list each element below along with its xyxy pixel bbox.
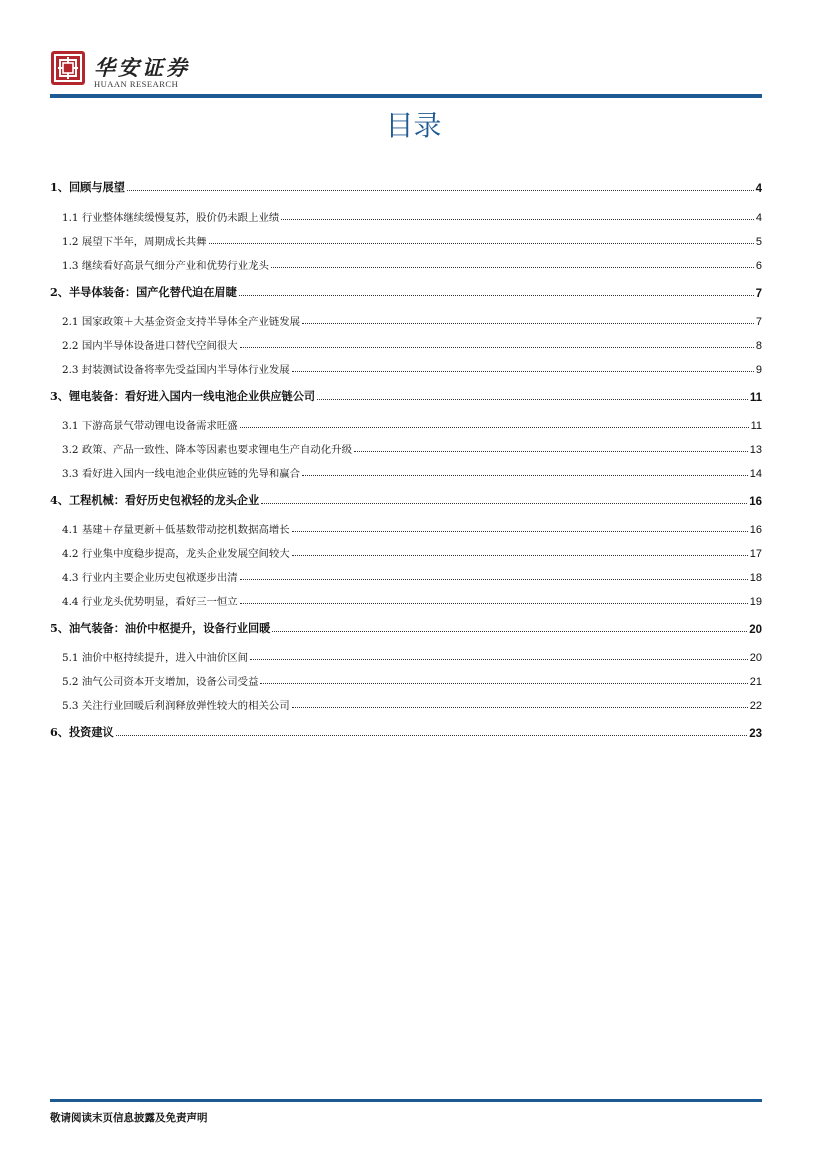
toc-entry-label: 1、回顾与展望: [50, 180, 125, 194]
toc-entry-page-number: 9: [755, 364, 762, 376]
toc-entry-page-number: 11: [750, 420, 762, 432]
brand-name-en: HUAAN RESEARCH: [94, 79, 179, 89]
toc-section-entry[interactable]: [50, 490, 762, 508]
toc-section-entry[interactable]: [50, 618, 762, 636]
toc-entry-page-number: 7: [755, 288, 762, 300]
toc-entry-page-number: 4: [755, 212, 762, 224]
toc-leader-dots: [302, 475, 748, 476]
toc-leader-dots: [260, 683, 747, 684]
toc-entry-label: 2.3 封装测试设备将率先受益国内半导体行业发展: [62, 364, 290, 376]
toc-entry-label: 3.3 看好进入国内一线电池企业供应链的先导和赢合: [62, 468, 301, 480]
toc-entry-page-number: 5: [755, 236, 762, 248]
toc-entry-label: 2.2 国内半导体设备进口替代空间很大: [62, 340, 238, 352]
toc-entry-label: 1.2 展望下半年，周期成长共舞: [62, 236, 207, 248]
toc-subsection-entry[interactable]: [50, 518, 762, 536]
toc-entry-label: 4.3 行业内主要企业历史包袱逐步出清: [62, 572, 238, 584]
toc-entry-label: 1.3 继续看好高景气细分产业和优势行业龙头: [62, 260, 269, 272]
toc-subsection-entry[interactable]: [50, 358, 762, 376]
toc-entry-page-number: 4: [755, 183, 762, 195]
toc-leader-dots: [116, 735, 747, 736]
toc-entry-label: 4.1 基建＋存量更新＋低基数带动挖机数据高增长: [62, 524, 290, 536]
toc-leader-dots: [292, 555, 748, 556]
toc-entry-page-number: 20: [749, 652, 762, 664]
toc-entry-label: 4、工程机械：看好历史包袱轻的龙头企业: [50, 493, 260, 507]
toc-leader-dots: [250, 659, 748, 660]
toc-entry-label: 4.4 行业龙头优势明显，看好三一恒立: [62, 596, 238, 608]
toc-subsection-entry[interactable]: [50, 566, 762, 584]
brand-name-cn: 华安证券: [94, 55, 190, 80]
toc-subsection-entry[interactable]: [50, 670, 762, 688]
toc-leader-dots: [292, 707, 748, 708]
toc-subsection-entry[interactable]: [50, 334, 762, 352]
toc-subsection-entry[interactable]: [50, 462, 762, 480]
toc-entry-page-number: 20: [749, 624, 762, 636]
toc-subsection-entry[interactable]: [50, 206, 762, 224]
toc-subsection-entry[interactable]: [50, 230, 762, 248]
toc-leader-dots: [240, 579, 748, 580]
footer-rule: [50, 1099, 762, 1102]
toc-leader-dots: [261, 503, 747, 504]
toc-entry-page-number: 7: [755, 316, 762, 328]
toc-entry-label: 5.3 关注行业回暖后利润释放弹性较大的相关公司: [62, 700, 290, 712]
toc-entry-label: 5、油气装备：油价中枢提升，设备行业回暖: [50, 621, 271, 635]
toc-entry-label: 2.1 国家政策＋大基金资金支持半导体全产业链发展: [62, 316, 301, 328]
toc-entry-label: 3.2 政策、产品一致性、降本等因素也要求锂电生产自动化升级: [62, 444, 352, 456]
toc-entry-page-number: 11: [749, 392, 762, 404]
toc-leader-dots: [354, 451, 748, 452]
huaan-seal-logo-icon: [50, 50, 86, 86]
toc-entry-label: 2、半导体装备：国产化替代迫在眉睫: [50, 285, 237, 299]
toc-subsection-entry[interactable]: [50, 254, 762, 272]
toc-entry-page-number: 16: [749, 524, 762, 536]
toc-leader-dots: [127, 190, 754, 191]
toc-entry-page-number: 21: [749, 676, 762, 688]
toc-entry-label: 4.2 行业集中度稳步提高，龙头企业发展空间较大: [62, 548, 290, 560]
toc-leader-dots: [317, 399, 748, 400]
toc-entry-label: 3.1 下游高景气带动锂电设备需求旺盛: [62, 420, 238, 432]
page-header: [50, 50, 762, 98]
toc-entry-page-number: 19: [749, 596, 762, 608]
footer-disclaimer: 敬请阅读末页信息披露及免责声明: [50, 1112, 208, 1124]
toc-leader-dots: [281, 219, 754, 220]
toc-subsection-entry[interactable]: [50, 438, 762, 456]
toc-leader-dots: [272, 631, 747, 632]
toc-entry-page-number: 17: [749, 548, 762, 560]
toc-section-entry[interactable]: [50, 282, 762, 300]
toc-entry-page-number: 8: [755, 340, 762, 352]
toc-leader-dots: [240, 347, 754, 348]
toc-leader-dots: [292, 371, 754, 372]
header-rule: [50, 94, 762, 98]
toc-leader-dots: [271, 267, 754, 268]
toc-section-entry[interactable]: [50, 177, 762, 195]
page-title: 目录: [385, 109, 442, 142]
toc-entry-label: 5.2 油气公司资本开支增加，设备公司受益: [62, 676, 259, 688]
toc-leader-dots: [239, 295, 754, 296]
toc-leader-dots: [292, 531, 748, 532]
toc-section-entry[interactable]: [50, 722, 762, 740]
toc-entry-page-number: 18: [749, 572, 762, 584]
toc-entry-label: 1.1 行业整体继续缓慢复苏，股价仍未跟上业绩: [62, 212, 280, 224]
toc-subsection-entry[interactable]: [50, 646, 762, 664]
toc-leader-dots: [302, 323, 754, 324]
toc-subsection-entry[interactable]: [50, 542, 762, 560]
toc-leader-dots: [240, 427, 749, 428]
toc-entry-page-number: 22: [749, 700, 762, 712]
toc-subsection-entry[interactable]: [50, 694, 762, 712]
toc-entry-page-number: 14: [749, 468, 762, 480]
toc-entry-page-number: 16: [749, 496, 762, 508]
toc-entry-page-number: 6: [755, 260, 762, 272]
toc-entry-page-number: 23: [749, 728, 762, 740]
toc-subsection-entry[interactable]: [50, 590, 762, 608]
toc-leader-dots: [209, 243, 754, 244]
toc-section-entry[interactable]: [50, 386, 762, 404]
toc-entry-label: 5.1 油价中枢持续提升，进入中油价区间: [62, 652, 249, 664]
toc-subsection-entry[interactable]: [50, 414, 762, 432]
toc-entry-label: 3、锂电装备：看好进入国内一线电池企业供应链公司: [50, 389, 316, 403]
toc-entry-label: 6、投资建议: [50, 725, 114, 739]
toc-leader-dots: [240, 603, 748, 604]
toc-subsection-entry[interactable]: [50, 310, 762, 328]
toc-entry-page-number: 13: [749, 444, 762, 456]
